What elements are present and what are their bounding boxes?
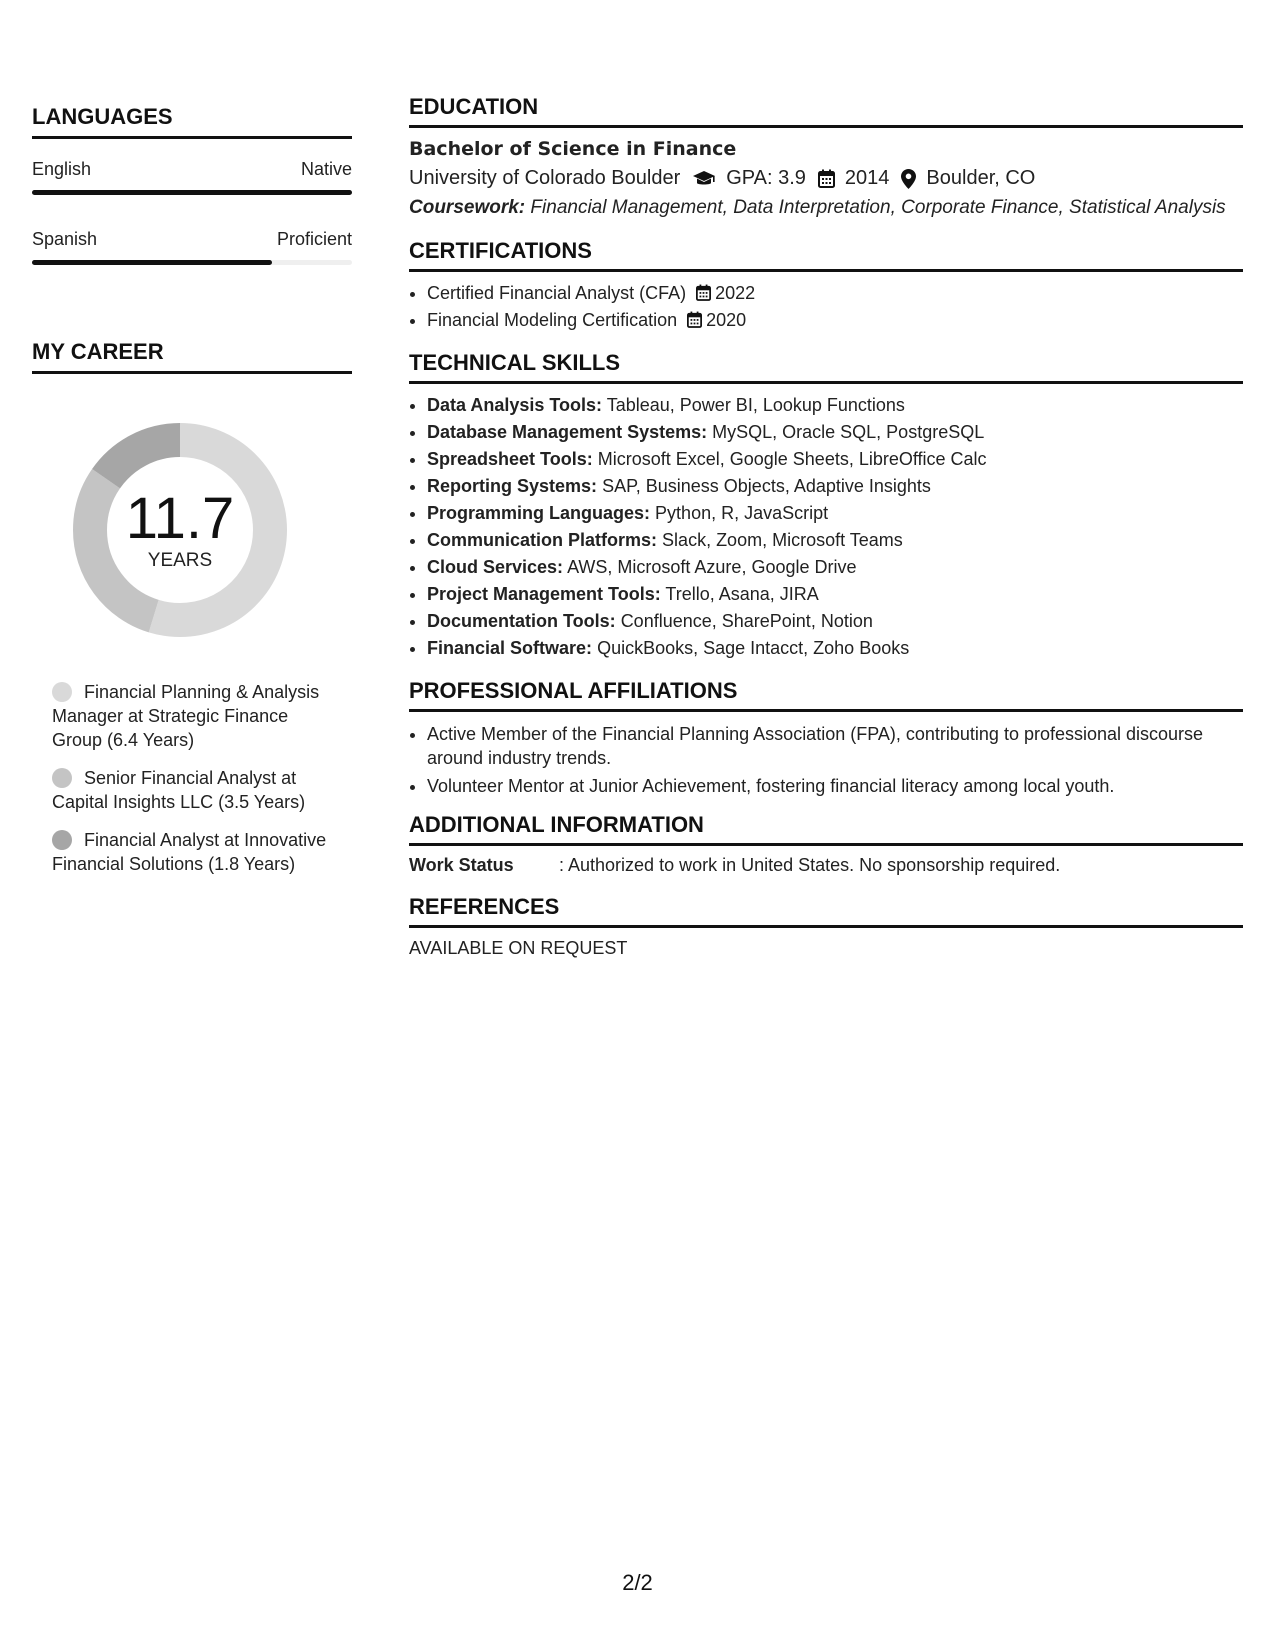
language-row-spanish xyxy=(32,229,352,265)
work-status-value: : Authorized to work in United States. No sponsorship required. xyxy=(559,855,1061,875)
degree-title: Bachelor of Science in Finance xyxy=(409,138,737,160)
technical-skills-title: TECHNICAL SKILLS xyxy=(409,350,1243,384)
technical-skills-section xyxy=(409,350,1243,662)
skill-values: Python, R, JavaScript xyxy=(655,503,829,523)
language-level: Native xyxy=(300,159,352,179)
school-name: University of Colorado Boulder xyxy=(409,167,681,189)
affiliations-section xyxy=(409,678,1243,798)
skill-values: Slack, Zoom, Microsoft Teams xyxy=(662,530,903,550)
language-row-english xyxy=(32,159,352,195)
language-bar-fill xyxy=(32,260,272,265)
legend-dot-icon xyxy=(52,768,72,788)
certification-name: Certified Financial Analyst (CFA) xyxy=(427,283,687,303)
language-name: English xyxy=(32,159,92,179)
skill-values: SAP, Business Objects, Adaptive Insights xyxy=(602,476,931,496)
certification-name: Financial Modeling Certification xyxy=(427,310,678,330)
legend-dot-icon xyxy=(52,830,72,850)
certifications-list xyxy=(409,280,1243,334)
career-total-years: 11.7 xyxy=(125,486,235,551)
skill-item xyxy=(427,608,1243,635)
skill-item xyxy=(427,446,1243,473)
graduation-year: 2014 xyxy=(844,167,890,189)
skill-values: Confluence, SharePoint, Notion xyxy=(620,611,873,631)
skill-category: Communication Platforms: xyxy=(427,530,658,550)
skill-values: AWS, Microsoft Azure, Google Drive xyxy=(567,557,857,577)
skill-item xyxy=(427,473,1243,500)
affiliation-item: • Volunteer Mentor at Junior Achievement, fostering financial literacy among local youth. xyxy=(427,774,1243,798)
career-legend xyxy=(52,680,342,876)
education-details xyxy=(409,167,1243,190)
right-column xyxy=(409,94,1243,973)
career-legend-item xyxy=(52,828,342,876)
skills-list xyxy=(409,392,1243,662)
language-name: Spanish xyxy=(32,229,98,249)
graduation-cap-icon xyxy=(692,170,716,188)
calendar-icon xyxy=(687,311,702,328)
skill-item xyxy=(427,581,1243,608)
references-section xyxy=(409,894,1243,959)
coursework xyxy=(409,196,1243,220)
education-title: EDUCATION xyxy=(409,94,1243,128)
language-bar-track xyxy=(32,260,352,265)
donut-center xyxy=(66,486,294,572)
career-legend-label: Financial Analyst at Innovative Financial Solutions (1.8 Years) xyxy=(52,830,327,874)
left-column xyxy=(32,104,352,890)
career-legend-item xyxy=(52,766,342,814)
references-text: AVAILABLE ON REQUEST xyxy=(409,938,628,958)
skill-item xyxy=(427,419,1243,446)
coursework-list: Financial Management, Data Interpretation, Corporate Finance, Statistical Analysis xyxy=(530,197,1226,218)
page-number: 2/2 xyxy=(622,1570,653,1595)
work-status-row xyxy=(409,855,1243,876)
language-level: Proficient xyxy=(276,229,352,249)
skill-category: Spreadsheet Tools: xyxy=(427,449,593,469)
coursework-label: Coursework: xyxy=(409,197,526,218)
skill-category: Cloud Services: xyxy=(427,557,564,577)
career-legend-label: Senior Financial Analyst at Capital Insights LLC (3.5 Years) xyxy=(52,768,306,812)
languages-section xyxy=(32,104,352,265)
additional-info-section xyxy=(409,812,1243,876)
affiliation-item: • Active Member of the Financial Planning Association (FPA), contributing to professional discourse around industry trends. xyxy=(427,722,1243,770)
career-legend-item xyxy=(52,680,342,752)
language-bar-track xyxy=(32,190,352,195)
skill-category: Project Management Tools: xyxy=(427,584,661,604)
gpa: GPA: 3.9 xyxy=(726,167,806,189)
map-pin-icon xyxy=(901,169,916,189)
skill-item xyxy=(427,635,1243,662)
affiliations-title: PROFESSIONAL AFFILIATIONS xyxy=(409,678,1243,712)
references-title: REFERENCES xyxy=(409,894,1243,928)
career-title: MY CAREER xyxy=(32,339,352,374)
work-status-label: Work Status xyxy=(409,855,514,875)
skill-category: Programming Languages: xyxy=(427,503,651,523)
career-donut-chart xyxy=(66,416,294,644)
certification-year: 2022 xyxy=(715,283,756,303)
skill-item xyxy=(427,392,1243,419)
skill-values: Microsoft Excel, Google Sheets, LibreOffice Calc xyxy=(597,449,987,469)
legend-dot-icon xyxy=(52,682,72,702)
language-bar-fill xyxy=(32,190,352,195)
skill-category: Database Management Systems: xyxy=(427,422,708,442)
skill-values: QuickBooks, Sage Intacct, Zoho Books xyxy=(597,638,910,658)
location: Boulder, CO xyxy=(926,167,1036,189)
skill-values: MySQL, Oracle SQL, PostgreSQL xyxy=(712,422,985,442)
certifications-title: CERTIFICATIONS xyxy=(409,238,1243,272)
skill-category: Financial Software: xyxy=(427,638,593,658)
skill-item xyxy=(427,527,1243,554)
languages-title: LANGUAGES xyxy=(32,104,352,139)
affiliations-list xyxy=(409,722,1243,798)
additional-info-title: ADDITIONAL INFORMATION xyxy=(409,812,1243,846)
career-legend-label: Financial Planning & Analysis Manager at Strategic Finance Group (6.4 Years) xyxy=(52,682,320,750)
skill-category: Data Analysis Tools: xyxy=(427,395,603,415)
certifications-section xyxy=(409,238,1243,334)
skill-values: Trello, Asana, JIRA xyxy=(665,584,819,604)
skill-item xyxy=(427,500,1243,527)
calendar-icon xyxy=(696,284,711,301)
calendar-icon xyxy=(818,169,835,188)
skill-item xyxy=(427,554,1243,581)
certification-item xyxy=(427,307,1243,334)
career-total-unit: YEARS xyxy=(147,550,213,571)
certification-year: 2020 xyxy=(706,310,747,330)
skill-values: Tableau, Power BI, Lookup Functions xyxy=(606,395,905,415)
skill-category: Reporting Systems: xyxy=(427,476,598,496)
certification-item xyxy=(427,280,1243,307)
skill-category: Documentation Tools: xyxy=(427,611,616,631)
career-section xyxy=(32,339,352,876)
education-section xyxy=(409,94,1243,220)
